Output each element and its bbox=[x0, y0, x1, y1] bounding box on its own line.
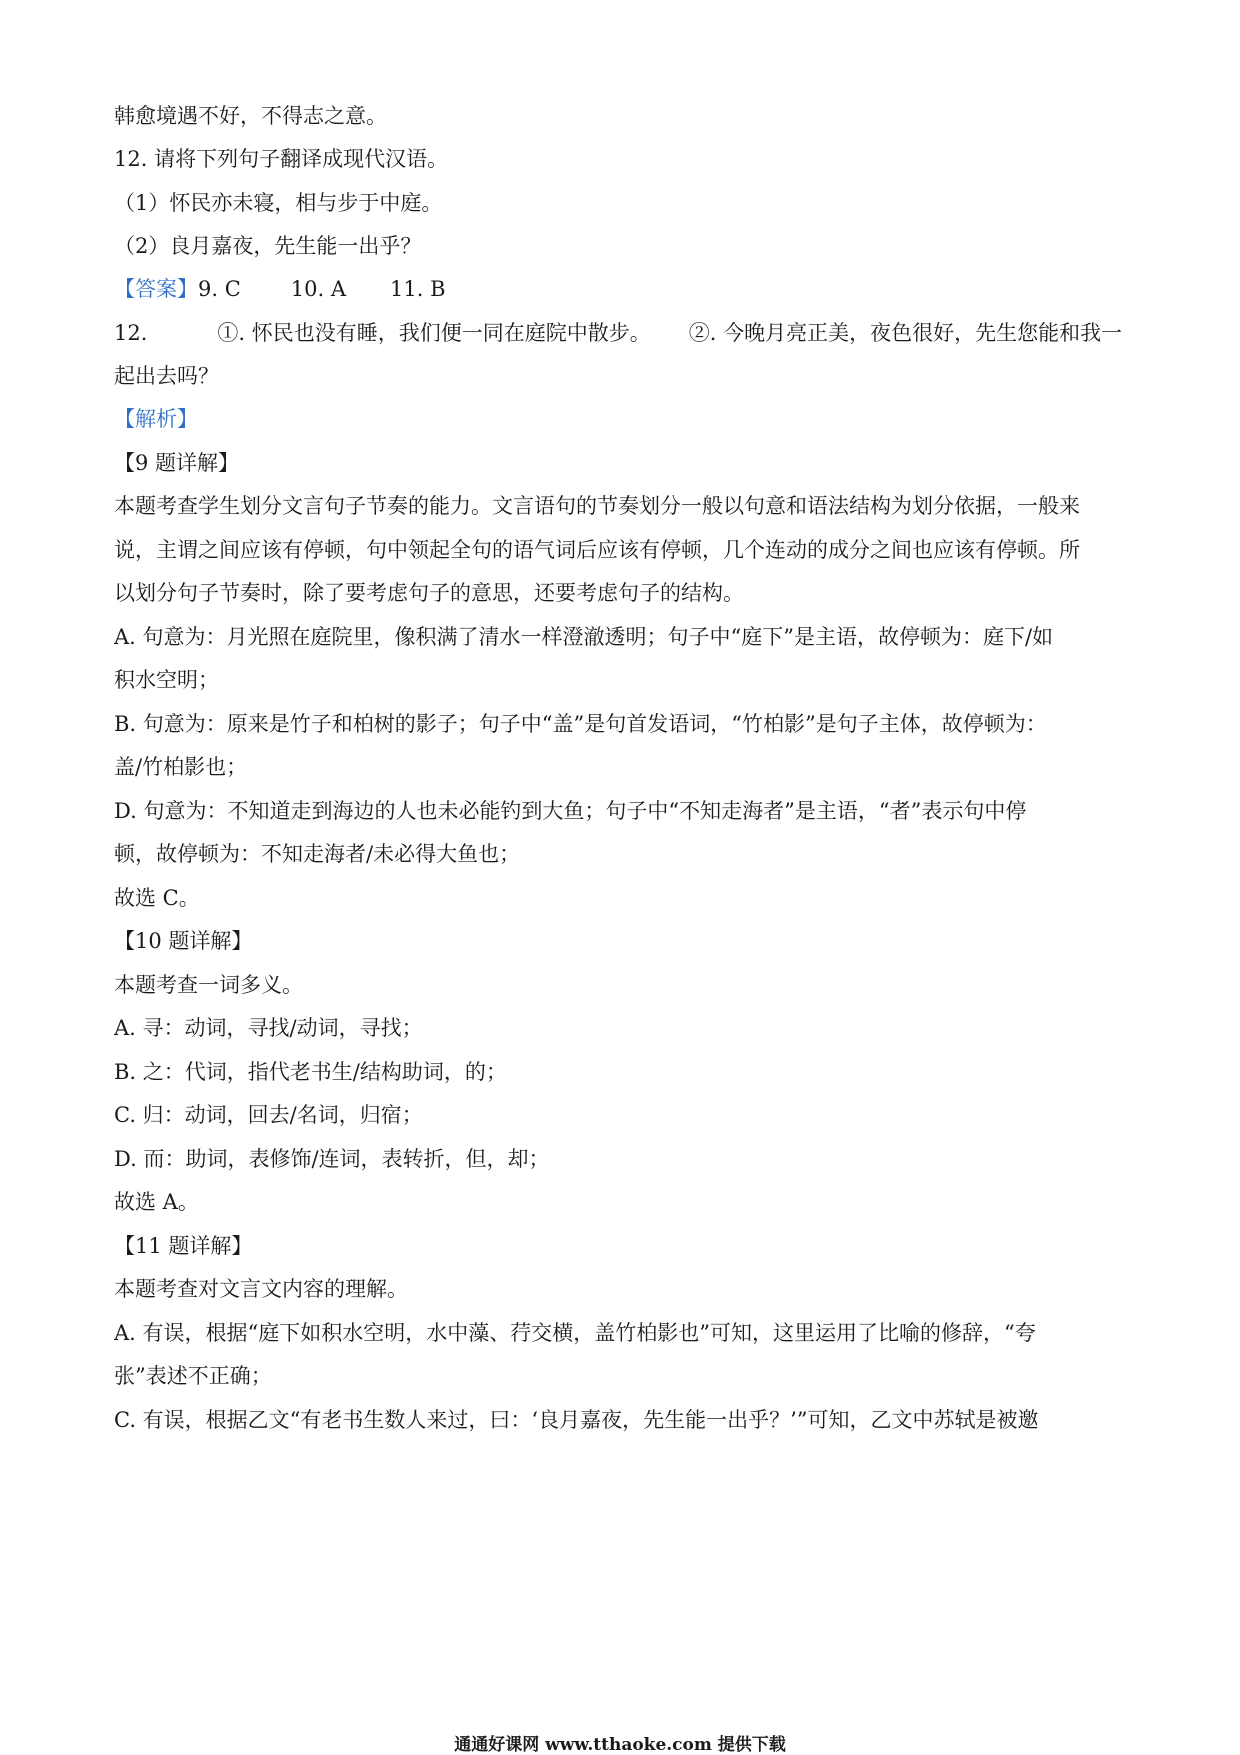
answer-12-number: 12. bbox=[114, 321, 148, 345]
answer-12-part-2: ②. 今晚月亮正美，夜色很好，先生您能和我一 bbox=[688, 321, 1123, 345]
answer-9: 9. C bbox=[198, 277, 241, 301]
answer-12-line bbox=[114, 318, 1134, 348]
question-12-part-2: （2）良月嘉夜，先生能一出乎？ bbox=[114, 234, 422, 258]
question-12: 12. 请将下列句子翻译成现代汉语。 bbox=[114, 147, 449, 171]
text-line: 起出去吗？ bbox=[114, 364, 219, 388]
question-12-part-1: （1）怀民亦未寝，相与步于中庭。 bbox=[114, 191, 443, 215]
section-heading-10: 【10 题详解】 bbox=[114, 929, 253, 953]
answer-line bbox=[114, 274, 1134, 304]
text-line: B. 句意为：原来是竹子和柏树的影子；句子中“盖”是句首发语词，“竹柏影”是句子主体，故停顿为： bbox=[114, 712, 1047, 736]
text-line: 盖/竹柏影也； bbox=[114, 755, 248, 779]
text-line: 本题考查对文言文内容的理解。 bbox=[114, 1277, 408, 1301]
section-heading-9: 【9 题详解】 bbox=[114, 451, 240, 475]
text-line: D. 句意为：不知道走到海边的人也未必能钓到大鱼；句子中“不知走海者”是主语，“者”表示句中停 bbox=[114, 799, 1027, 823]
text-line: 顿，故停顿为：不知走海者/未必得大鱼也； bbox=[114, 842, 521, 866]
text-line: C. 有误，根据乙文“有老书生数人来过，曰：‘良月嘉夜，先生能一出乎？’”可知，乙文中苏轼是被邀 bbox=[114, 1408, 1039, 1432]
text-line: 积水空明； bbox=[114, 668, 219, 692]
answer-11: 11. B bbox=[390, 277, 446, 301]
page-footer: 通通好课网 www.tthaoke.com 提供下载 bbox=[454, 1735, 786, 1755]
answer-12-part-1: ①. 怀民也没有睡，我们便一同在庭院中散步。 bbox=[217, 321, 651, 345]
text-line: 韩愈境遇不好，不得志之意。 bbox=[114, 104, 387, 128]
text-line: 说，主谓之间应该有停顿，句中领起全句的语气词后应该有停顿，几个连动的成分之间也应该有停顿。所 bbox=[114, 538, 1080, 562]
answer-10: 10. A bbox=[290, 277, 347, 301]
text-line: 张”表述不正确； bbox=[114, 1364, 272, 1388]
text-line: C. 归：动词，回去/名词，归宿； bbox=[114, 1103, 423, 1127]
text-line: A. 句意为：月光照在庭院里，像积满了清水一样澄澈透明；句子中“庭下”是主语，故停顿为：庭下/如 bbox=[114, 625, 1054, 649]
text-line: A. 有误，根据“庭下如积水空明，水中藻、荇交横，盖竹柏影也”可知，这里运用了比喻的修辞，“夸 bbox=[114, 1321, 1036, 1345]
text-line: 故选 C。 bbox=[114, 886, 200, 910]
text-line: 以划分句子节奏时，除了要考虑句子的意思，还要考虑句子的结构。 bbox=[114, 581, 744, 605]
section-heading-11: 【11 题详解】 bbox=[114, 1234, 253, 1258]
text-line: A. 寻：动词，寻找/动词，寻找； bbox=[114, 1016, 423, 1040]
text-line: B. 之：代词，指代老书生/结构助词，的； bbox=[114, 1060, 507, 1084]
analysis-heading: 【解析】 bbox=[114, 407, 198, 431]
text-line: 本题考查学生划分文言句子节奏的能力。文言语句的节奏划分一般以句意和语法结构为划分依据，一般来 bbox=[114, 494, 1080, 518]
text-line: D. 而：助词，表修饰/连词，表转折，但，却； bbox=[114, 1147, 550, 1171]
text-line: 故选 A。 bbox=[114, 1190, 199, 1214]
text-line: 本题考查一词多义。 bbox=[114, 973, 303, 997]
answer-label: 【答案】 bbox=[114, 277, 198, 301]
